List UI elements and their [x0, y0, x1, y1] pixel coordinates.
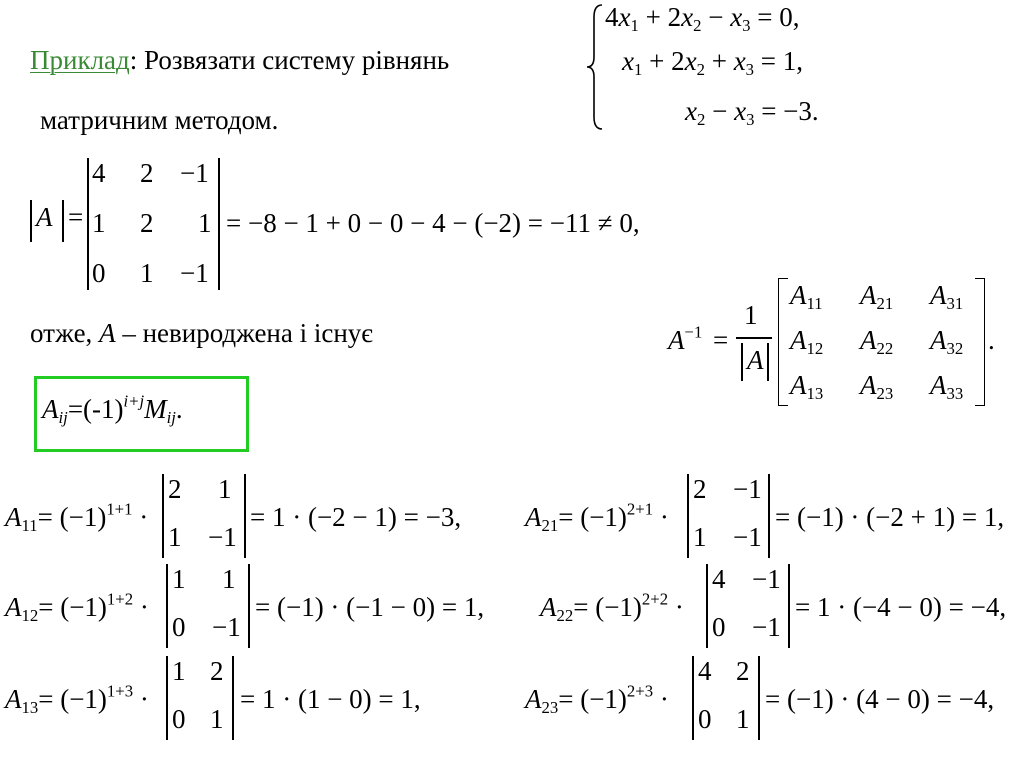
cofactor-formula: $A_{ij}=(-1)^{i+j}M_{ij}$.	[42, 391, 183, 428]
det-var: A	[36, 202, 53, 232]
task-heading	[30, 45, 449, 76]
equation-3: $x_2 - x_3 = -3$.	[685, 96, 819, 130]
example-label: Приклад	[30, 45, 130, 75]
heading-colon: :	[129, 45, 138, 75]
task-text-line2: матричним методом.	[40, 105, 279, 135]
nonsingular-statement: отже, A – невироджена і існує	[30, 318, 373, 348]
det-expansion: = −8 − 1 + 0 − 0 − 4 − (−2) = −11 ≠ 0,	[226, 208, 640, 238]
system-brace	[585, 3, 605, 131]
equation-1: $4x_1 + 2x_2 - x_3 = 0$,	[605, 2, 800, 36]
task-text-line1: Розвязати систему рівнянь	[137, 45, 450, 75]
equation-2: $x_1 + 2x_2 + x_3 = 1$,	[622, 46, 804, 80]
